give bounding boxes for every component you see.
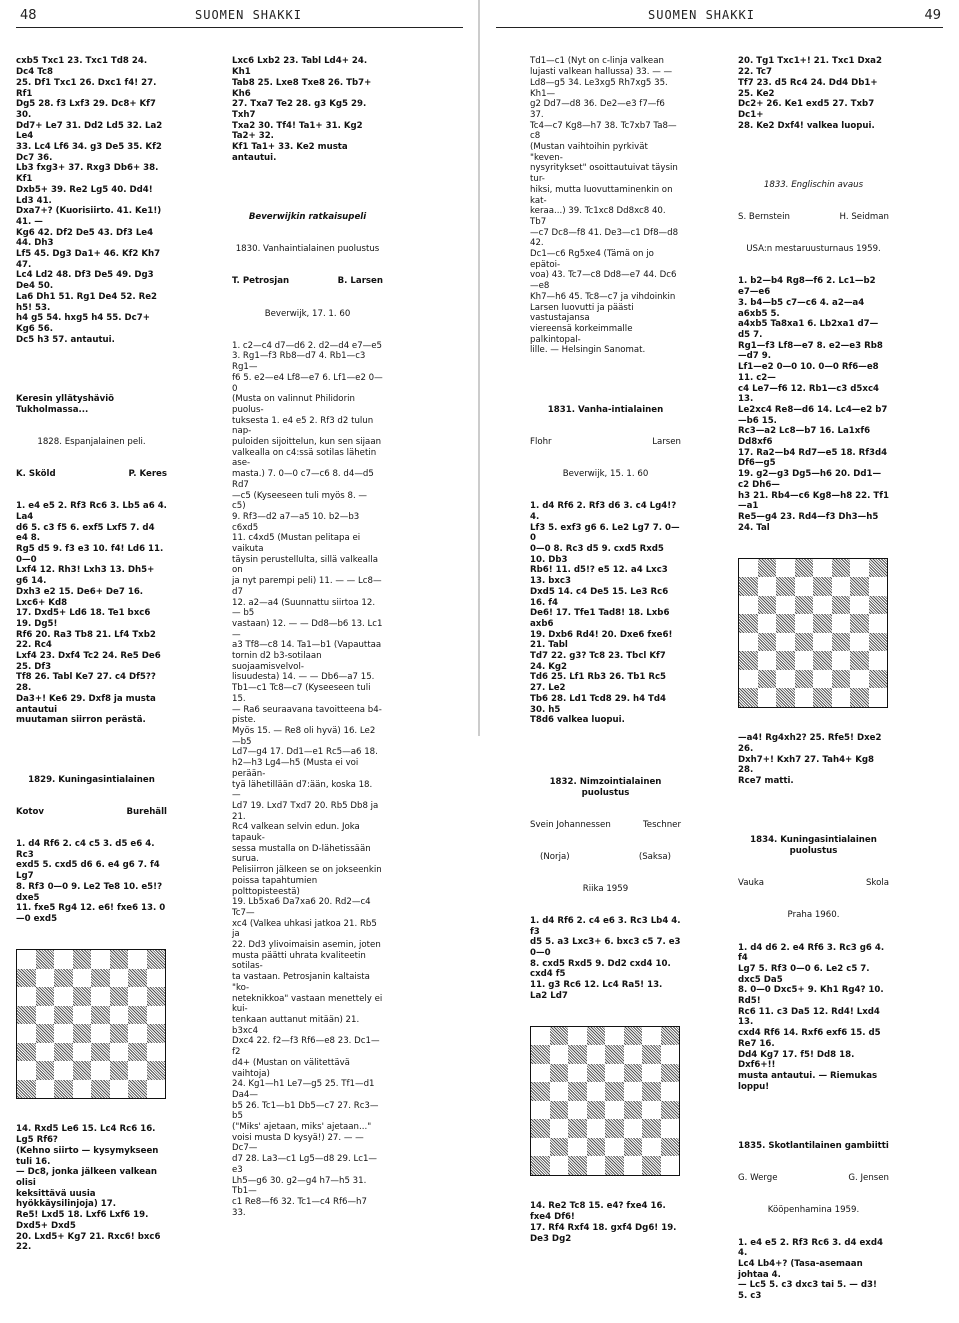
board-square — [739, 559, 758, 578]
right-page-header — [480, 0, 959, 34]
board-square — [642, 1101, 661, 1120]
board-square — [91, 950, 110, 969]
board-square — [758, 688, 777, 707]
board-square — [73, 987, 92, 1006]
right-col-2 — [738, 35, 889, 1323]
board-square — [795, 633, 814, 652]
board-square — [739, 688, 758, 707]
players-line — [530, 437, 681, 448]
game-text: 1. b2—b4 Rg8—f6 2. Lc1—b2 e7—e6 3. b4—b5 c7—c6 4. a2—a4 a6xb5 5. a4xb5 Ta8xa1 6. Lb2xa1 d7—d5 7. Rg1—f3 Lf8—e7 8. e2—e3 Rb8—d7 9. Lf1—e2 0—0 10. 0—0 Rf6—e8 11. c2— c4 Le7—f6 12. Rb1—c3 d5xc4 13. Le2xc4 Re8—d6 14. Lc4—e2 b7—b6 15. Rc3—a2 Lc8—b7 16. La1xf6 Dd8xf6 17. Ra2—b4 Rd7—e5 18. Rf3d4 Df6—g5 19. g2—g3 Dg5—h6 20. Dd1—c2 Dh6— h3 21. Rb4—c6 Kg8—h8 22. Tf1—a1 Re5—g4 23. Rd4—f3 Dh3—h5 24. Tal — [738, 276, 889, 533]
board-square — [73, 950, 92, 969]
board-square — [850, 633, 869, 652]
board-square — [531, 1101, 550, 1120]
board-square — [147, 1024, 166, 1043]
board-square — [850, 651, 869, 670]
board-square — [850, 577, 869, 596]
right-col-1 — [530, 35, 681, 1266]
board-square — [832, 670, 851, 689]
board-square — [91, 1061, 110, 1080]
black-player: B. Larsen — [337, 276, 383, 287]
board-square — [795, 670, 814, 689]
board-square — [54, 1024, 73, 1043]
board-square — [776, 614, 795, 633]
board-square — [91, 987, 110, 1006]
board-square — [605, 1027, 624, 1046]
game-subheading: 1828. Espanjalainen peli. — [37, 437, 146, 448]
board-square — [531, 1027, 550, 1046]
board-square — [869, 688, 888, 707]
board-square — [110, 969, 129, 988]
board-square — [850, 614, 869, 633]
board-square — [128, 950, 147, 969]
board-square — [91, 969, 110, 988]
board-square — [850, 670, 869, 689]
board-square — [739, 651, 758, 670]
board-square — [739, 614, 758, 633]
board-square — [73, 1043, 92, 1062]
board-square — [128, 1006, 147, 1025]
board-square — [739, 633, 758, 652]
board-square — [813, 670, 832, 689]
players-line — [530, 820, 681, 831]
board-square — [642, 1138, 661, 1157]
game-subheading: 1830. Vanhaintialainen puolustus — [235, 244, 380, 255]
board-square — [661, 1156, 680, 1175]
board-square — [642, 1119, 661, 1138]
board-square — [776, 670, 795, 689]
game-heading: 1833. Englischin avaus — [763, 180, 864, 191]
board-square — [661, 1082, 680, 1101]
board-square — [850, 596, 869, 615]
players-line — [738, 212, 889, 223]
board-square — [832, 577, 851, 596]
board-square — [17, 1061, 36, 1080]
game-heading: 1834. Kuningasintialainen puolustus — [750, 835, 880, 857]
board-square — [110, 987, 129, 1006]
board-square — [813, 614, 832, 633]
board-square — [850, 559, 869, 578]
board-square — [605, 1045, 624, 1064]
board-square — [54, 1043, 73, 1062]
board-square — [776, 633, 795, 652]
board-square — [739, 577, 758, 596]
white-player: Vauka — [738, 878, 765, 889]
board-square — [758, 596, 777, 615]
board-square — [531, 1045, 550, 1064]
game-text: cxb5 Txc1 23. Txc1 Td8 24. Dc4 Tc8 25. Df1 Txc1 26. Dxc1 f4! 27. Rf1 Dg5 28. f3 Lxf3 29. Dc8+ Kf7 30. Dd7+ Le7 31. Dd2 Ld5 32. La2 Le4 33. Lc4 Lf6 34. g3 De5 35. Kf2 Dc7 36. Lb3 fxg3+ 37. Rxg3 Db6+ 38. Kf1 Dxb5+ 39. Re2 Lg5 40. Dd4! Ld3 41. Dxa7+? (Kuorisiirto. 41. Ke1!) 41. — Kg6 42. Df2 De5 43. Df3 Le4 44. Dh3 Lf5 45. Dg3 Da1+ 46. Kf2 Kh7 47. Lc4 Ld2 48. Df3 De5 49. Dg3 De4 50. La6 Dh1 51. Rg1 De4 52. Re2 h5! 53. h4 g5 54. hxg5 h4 55. Dc7+ Kg6 56. Dc5 h3 57. antautui. — [16, 56, 163, 345]
board-square — [850, 688, 869, 707]
board-square — [624, 1138, 643, 1157]
board-square — [776, 577, 795, 596]
players-line — [16, 469, 167, 480]
board-square — [110, 950, 129, 969]
board-square — [795, 614, 814, 633]
board-square — [128, 1080, 147, 1099]
board-square — [642, 1027, 661, 1046]
board-square — [661, 1101, 680, 1120]
board-square — [110, 1043, 129, 1062]
board-square — [624, 1064, 643, 1083]
board-square — [568, 1156, 587, 1175]
players-country-line — [530, 852, 681, 863]
board-square — [624, 1082, 643, 1101]
white-player: Kotov — [16, 806, 45, 817]
board-square — [110, 1080, 129, 1099]
black-player: H. Seidman — [839, 212, 889, 223]
board-square — [795, 559, 814, 578]
board-square — [36, 1006, 55, 1025]
game-place: Kööpenhamina 1959. — [767, 1205, 860, 1216]
white-player: T. Petrosjan — [232, 276, 290, 287]
board-square — [550, 1045, 569, 1064]
board-square — [550, 1082, 569, 1101]
board-square — [813, 577, 832, 596]
board-square — [531, 1082, 550, 1101]
section-heading: Beverwijkin ratkaisupeli — [248, 212, 367, 223]
white-player: K. Sköld — [16, 469, 56, 480]
board-square — [36, 1043, 55, 1062]
board-square — [550, 1119, 569, 1138]
board-square — [869, 577, 888, 596]
black-country: (Saksa) — [638, 851, 671, 862]
board-square — [17, 969, 36, 988]
board-square — [17, 1043, 36, 1062]
board-square — [147, 969, 166, 988]
game-text: 20. Tg1 Txc1+! 21. Txc1 Dxa2 22. Tc7 Tf7 23. d5 Rc4 24. Dd4 Db1+ 25. Ke2 Dc2+ 26. Ke1 exd5 27. Txb7 Dc1+ 28. Ke2 Dxf4! valkea luopui. — [738, 56, 882, 131]
left-page — [0, 0, 479, 1253]
board-square — [54, 1061, 73, 1080]
board-square — [110, 1024, 129, 1043]
board-square — [739, 596, 758, 615]
black-player: Skola — [865, 878, 889, 889]
board-square — [128, 1024, 147, 1043]
board-square — [73, 1024, 92, 1043]
board-square — [128, 987, 147, 1006]
board-square — [776, 559, 795, 578]
black-player: P. Keres — [128, 469, 167, 480]
board-square — [869, 651, 888, 670]
game-place: USA:n mestaruusturnaus 1959. — [746, 244, 881, 255]
board-square — [661, 1064, 680, 1083]
board-square — [869, 670, 888, 689]
board-square — [661, 1138, 680, 1157]
board-square — [147, 987, 166, 1006]
board-square — [17, 950, 36, 969]
board-square — [624, 1156, 643, 1175]
chess-diagram — [16, 949, 166, 1099]
left-page-header — [0, 0, 479, 34]
board-square — [642, 1156, 661, 1175]
players-line — [16, 807, 167, 818]
white-player: G. Werge — [738, 1173, 778, 1184]
board-square — [36, 1061, 55, 1080]
board-square — [587, 1045, 606, 1064]
board-square — [147, 950, 166, 969]
board-square — [587, 1064, 606, 1083]
game-text: —a4! Rg4xh2? 25. Rfe5! Dxe2 26. Dxh7+! Kxh7 27. Tah4+ Kg8 28. Rce7 matti. — [738, 733, 882, 786]
board-square — [795, 651, 814, 670]
board-square — [147, 1080, 166, 1099]
board-square — [91, 1080, 110, 1099]
game-heading: 1831. Vanha-intialainen — [547, 404, 664, 415]
game-text: 1. d4 Rf6 2. c4 c5 3. d5 e6 4. Rc3 exd5 5. cxd5 d6 6. e4 g6 7. f4 Lg7 8. Rf3 0—0 9. Le2 Te8 10. e5!? dxe5 11. fxe5 Rg4 12. e6! fxe6 13. 0—0 exd5 — [16, 839, 166, 924]
left-col-2 — [232, 35, 383, 1240]
board-square — [36, 969, 55, 988]
white-player: Svein Johannessen — [530, 819, 611, 830]
board-square — [73, 1061, 92, 1080]
game-text: 14. Re2 Tc8 15. e4? fxe4 16. fxe4 Df6! 17. Rf4 Rxf4 18. gxf4 Dg6! 19. De3 Dg2 — [530, 1201, 677, 1244]
board-square — [832, 596, 851, 615]
board-square — [568, 1027, 587, 1046]
board-square — [605, 1156, 624, 1175]
game-heading: 1835. Skotlantilainen gambiitti — [738, 1141, 889, 1152]
board-square — [110, 1061, 129, 1080]
board-square — [587, 1138, 606, 1157]
white-country: (Norja) — [540, 851, 570, 862]
game-text: 1. e4 e5 2. Rf3 Rc6 3. Lb5 a6 4. La4 d6 5. c3 f5 6. exf5 Lxf5 7. d4 e4 8. Rg5 d5 9. f3 e3 10. f4! Ld6 11. 0—0 Lxf4 12. Rh3! Lxh3 13. Dh5+ g6 14. Dxh3 e2 15. De6+ De7 16. Lxc6+ Kd8 17. Dxd5+ Ld6 18. Te1 bxc6 19. Dg5! Rf6 20. Ra3 Tb8 21. Lf4 Txb2 22. Rc4 Lxf4 23. Dxf4 Tc2 24. Re5 De6 25. Df3 Tf8 26. Tabl Ke7 27. c4 Df5?? 28. Da3+! Ke6 29. Dxf8 ja musta antautui muutaman siirron perästä. — [16, 501, 167, 726]
running-title: SUOMEN SHAKKI — [195, 8, 302, 22]
board-square — [661, 1027, 680, 1046]
board-square — [36, 1024, 55, 1043]
board-square — [776, 651, 795, 670]
board-square — [869, 614, 888, 633]
board-square — [550, 1156, 569, 1175]
board-square — [128, 1061, 147, 1080]
board-square — [587, 1119, 606, 1138]
game-text: 1. d4 Rf6 2. Rf3 d6 3. c4 Lg4!? 4. Lf3 5. exf3 g6 6. Le2 Lg7 7. 0—0 0—0 8. Rc3 d5 9. cxd5 Rxd5 10. Db3 Rb6! 11. d5!? e5 12. a4 Lxc3 13. bxc3 Dxd5 14. c4 De5 15. Le3 Rc6 16. f4 De6! 17. Tfe1 Tad8! 18. Lxb6 axb6 19. Dxb6 Rd4! 20. Dxe6 fxe6! 21. Tabl Td7 22. g3? Tc8 23. Tbcl Kf7 24. Kg2 Td6 25. Lf1 Rb3 26. Tb1 Rc5 27. Le2 Tb6 28. Ld1 Tcd8 29. h4 Td4 30. h5 T8d6 valkea luopui. — [530, 501, 680, 726]
board-square — [550, 1138, 569, 1157]
board-square — [624, 1101, 643, 1120]
game-text: Lxc6 Lxb2 23. Tabl Ld4+ 24. Kh1 Tab8 25. Lxe8 Txe8 26. Tb7+ Kh6 27. Txa7 Te2 28. g3 Kg5 29. Txh7 Txa2 30. Tf4! Ta1+ 31. Kg2 Ta2+ 32. Kf1 Ta1+ 33. Ke2 musta antautui. — [232, 56, 372, 163]
board-square — [91, 1043, 110, 1062]
board-square — [54, 987, 73, 1006]
board-square — [54, 1006, 73, 1025]
board-square — [36, 1080, 55, 1099]
board-square — [832, 559, 851, 578]
game-text: 1. d4 Rf6 2. c4 e6 3. Rc3 Lb4 4. f3 d5 5. a3 Lxc3+ 6. bxc3 c5 7. e3 0—0 8. cxd5 Rxd5 9. Dd2 cxd4 10. cxd4 f5 11. g3 Rc6 12. Lc4 Ra5! 13. La2 Ld7 — [530, 915, 681, 1001]
board-square — [624, 1045, 643, 1064]
board-square — [73, 1006, 92, 1025]
board-square — [91, 1006, 110, 1025]
board-square — [531, 1064, 550, 1083]
players-line — [738, 878, 889, 889]
board-square — [832, 633, 851, 652]
white-player: Flohr — [530, 437, 552, 448]
board-square — [605, 1082, 624, 1101]
board-square — [813, 651, 832, 670]
black-player: Teschner — [643, 819, 681, 830]
board-square — [36, 987, 55, 1006]
board-square — [54, 969, 73, 988]
game-place: Riika 1959 — [582, 883, 629, 894]
board-square — [531, 1156, 550, 1175]
board-square — [776, 688, 795, 707]
left-col-1 — [16, 35, 167, 1274]
board-square — [832, 651, 851, 670]
board-square — [605, 1064, 624, 1083]
board-square — [624, 1119, 643, 1138]
board-square — [91, 1024, 110, 1043]
game-text: 1. d4 d6 2. e4 Rf6 3. Rc3 g6 4. f4 Lg7 5. Rf3 0—0 6. Le2 c5 7. dxc5 Da5 8. 0—0 Dxc5+ 9. Kh1 Rg4? 10. Rd5! Rc6 11. c3 Da5 12. Rd4! Lxd4 13. cxd4 Rf6 14. Rxf6 exf6 15. d5 Re7 16. Dd4 Kg7 17. f5! Dd8 18. Dxf6+!! musta antautui. — Riemukas loppu! — [738, 942, 885, 1092]
board-square — [128, 969, 147, 988]
game-heading: Keresin yllätyshäviö Tukholmassa... — [16, 394, 118, 415]
board-square — [17, 1024, 36, 1043]
players-line — [232, 276, 383, 287]
header-rule — [496, 27, 943, 28]
board-square — [661, 1119, 680, 1138]
black-player: Burehäll — [126, 806, 167, 817]
board-square — [605, 1138, 624, 1157]
board-square — [832, 688, 851, 707]
board-square — [550, 1064, 569, 1083]
board-square — [147, 1006, 166, 1025]
board-square — [795, 596, 814, 615]
board-square — [813, 596, 832, 615]
board-square — [587, 1082, 606, 1101]
board-square — [605, 1119, 624, 1138]
board-square — [128, 1043, 147, 1062]
board-square — [550, 1027, 569, 1046]
board-square — [758, 577, 777, 596]
board-square — [587, 1156, 606, 1175]
board-square — [587, 1027, 606, 1046]
right-page — [480, 0, 959, 1302]
board-square — [758, 559, 777, 578]
board-square — [568, 1064, 587, 1083]
running-title: SUOMEN SHAKKI — [648, 8, 755, 22]
board-square — [758, 614, 777, 633]
black-player: Larsen — [652, 437, 681, 448]
board-square — [642, 1082, 661, 1101]
players-line — [738, 1173, 889, 1184]
game-text: 14. Rxd5 Le6 15. Lc4 Rc6 16. Lg5 Rf6? (Kehno siirto — kysymykseen tuli 16. — Dc8, jonka jälkeen valkean olisi keksittävä uusia hyökkäysilinjoja) 17. Re5! Lxd5 18. Lxf6 Lxf6 19. Dxd5+ Dxd5 20. Lxd5+ Kg7 21. Rxc6! bxc6 22. — [16, 1124, 161, 1253]
board-square — [813, 633, 832, 652]
game-place: Praha 1960. — [787, 910, 840, 921]
board-square — [73, 1080, 92, 1099]
board-square — [813, 688, 832, 707]
board-square — [568, 1045, 587, 1064]
board-square — [795, 577, 814, 596]
board-square — [813, 559, 832, 578]
game-place: Beverwijk, 17. 1. 60 — [264, 308, 351, 319]
board-square — [605, 1101, 624, 1120]
game-heading: 1829. Kuningasintialainen — [28, 774, 155, 785]
page-number: 48 — [20, 8, 37, 23]
board-square — [758, 670, 777, 689]
board-square — [758, 633, 777, 652]
chess-diagram — [738, 558, 888, 708]
board-square — [17, 1006, 36, 1025]
board-square — [110, 1006, 129, 1025]
board-square — [568, 1138, 587, 1157]
header-rule — [16, 27, 463, 28]
board-square — [147, 1061, 166, 1080]
board-square — [17, 1080, 36, 1099]
board-square — [54, 950, 73, 969]
board-square — [568, 1101, 587, 1120]
board-square — [36, 950, 55, 969]
board-square — [147, 1043, 166, 1062]
board-square — [758, 651, 777, 670]
board-square — [661, 1045, 680, 1064]
board-square — [869, 633, 888, 652]
board-square — [624, 1027, 643, 1046]
board-square — [587, 1101, 606, 1120]
black-player: G. Jensen — [848, 1173, 889, 1184]
board-square — [531, 1119, 550, 1138]
board-square — [568, 1119, 587, 1138]
game-text: 1. c2—c4 d7—d6 2. d2—d4 e7—e5 3. Rg1—f3 Rb8—d7 4. Rb1—c3 Rg1— f6 5. e2—e4 Lf8—e7 6. Lf1—e2 0—0 (Musta on valinnut Philidorin puolus- tuksesta 1. e4 e5 2. Rf3 d2 tulun nap- puloiden sijoittelun, kun sen sijaan valkealla on c4:ssä sotilas lähetin ase- masta.) 7. 0—0 c7—c6 8. d4—d5 Rd7 —c5 (Kyseeseen tuli myös 8. — c5) 9. Rf3—d2 a7—a5 10. b2—b3 c6xd5 11. c4xd5 (Mustan pelitapa ei vaikuta täysin perustellulta, sillä valkealla on ja nyt parempi peli) 11. — — Lc8—d7 12. a2—a4 (Suunnattu siirtoa 12. — b5 vastaan) 12. — — Dd8—b6 13. Lc1— a3 Tf8—c8 14. Ta1—b1 (Vapauttaa tornin d2 b3-sotilaan suojaamisvelvol- lisuudesta) 14. — — Db6—a7 15. Tb1—c1 Tc8—c7 (Kyseeseen tuli 15. — Ra6 seuraavana tavoitteena b4-piste. Myös 15. — Re8 oli hyvä) 16. Le2—b5 Ld7—g4 17. Dd1—e1 Rc5—a6 18. h2—h3 Lg4—h5 (Musta ei voi perään- tyä lähetillään d7:ään, koska 18. — Ld7 19. Lxd7 Txd7 20. Rb5 Db8 ja 21. Rc4 valkean selvin edun. Joka tapauk- sessa mustalla on D-lähetissään surua. Pelisiirron jälkeen se on jokseenkin poissa tapahtumien polttopisteestä) 19. Lb5xa6 Da7xa6 20. Rd2—c4 Tc7— xc4 (Valkea uhkasi jatkoa 21. Rb5 ja 22. Dd3 ylivoimaisin asemin, joten musta päätti uhrata kvaliteetin sotilas- ta vastaan. Petrosjanin kaltaista "ko- neteknikkoa" vastaan menettely ei kui- tenkaan auttanut mitään) 21. b3xc4 Dxc4 22. f2—f3 Rf6—e8 23. Dc1—f2 d4+ (Mustan on välitettävä vaihtoja) 24. Kg1—h1 Le7—g5 25. Tf1—d1 Da4— b5 26. Tc1—b1 Db5—c7 27. Rc3—b5 ("Miks' ajetaan, miks' ajetaan..." voisi musta D kysyä!) 27. — — Dc7— d7 28. La3—c1 Lg5—d8 29. Lc1—e3 Lh5—g6 30. g2—g4 h7—h5 31. Tb1— c1 Re8—f6 32. Tc1—c4 Rf6—h7 33. — [232, 340, 383, 1218]
page-number: 49 — [924, 8, 941, 23]
board-square — [568, 1082, 587, 1101]
white-player: S. Bernstein — [738, 212, 790, 223]
game-text: 1. e4 e5 2. Rf3 Rc6 3. d4 exd4 4. Lc4 Lb4+? (Tasa-asemaan johtaa 4. — Lc5 5. c3 dxc3 tai 5. — d3! 5. c3 — [738, 1237, 883, 1302]
board-square — [642, 1045, 661, 1064]
board-square — [531, 1138, 550, 1157]
chess-diagram — [530, 1026, 680, 1176]
board-square — [17, 987, 36, 1006]
game-text: Td1—c1 (Nyt on c-linja valkean lujasti valkean hallussa) 33. — — Ld8—g5 34. Le3xg5 Rh7xg5 35. Kh1— g2 Dd7—d8 36. De2—e3 f7—f6 37. Tc4—c7 Kg8—h7 38. Tc7xb7 Ta8—c8 (Mustan vaihtoihin pyrkivät "keven- nysyritykset" osoittautuivat täysin tur- hiksi, mutta luovuttaminenkin on kat- keraa...) 39. Tc1xc8 Dd8xc8 40. Tb7 —c7 Dc8—f8 41. De3—c1 Df8—d8 42. Dc1—c6 Rg5xe4 (Tämä on jo epätoi- voa) 43. Tc7—c8 Dd8—e7 44. Dc6—e8 Kh7—h6 45. Tc8—c7 ja vihdoinkin Larsen luovutti ja päästi vastustajansa viereensä korkeimmalle palkintopal- lille. — Helsingin Sanomat. — [530, 56, 679, 356]
board-square — [776, 596, 795, 615]
board-square — [73, 969, 92, 988]
board-square — [832, 614, 851, 633]
board-square — [869, 596, 888, 615]
game-heading: 1832. Nimzointialainen puolustus — [549, 776, 665, 798]
board-square — [795, 688, 814, 707]
board-square — [550, 1101, 569, 1120]
game-place: Beverwijk, 15. 1. 60 — [562, 469, 649, 480]
board-square — [54, 1080, 73, 1099]
board-square — [642, 1064, 661, 1083]
board-square — [739, 670, 758, 689]
board-square — [869, 559, 888, 578]
